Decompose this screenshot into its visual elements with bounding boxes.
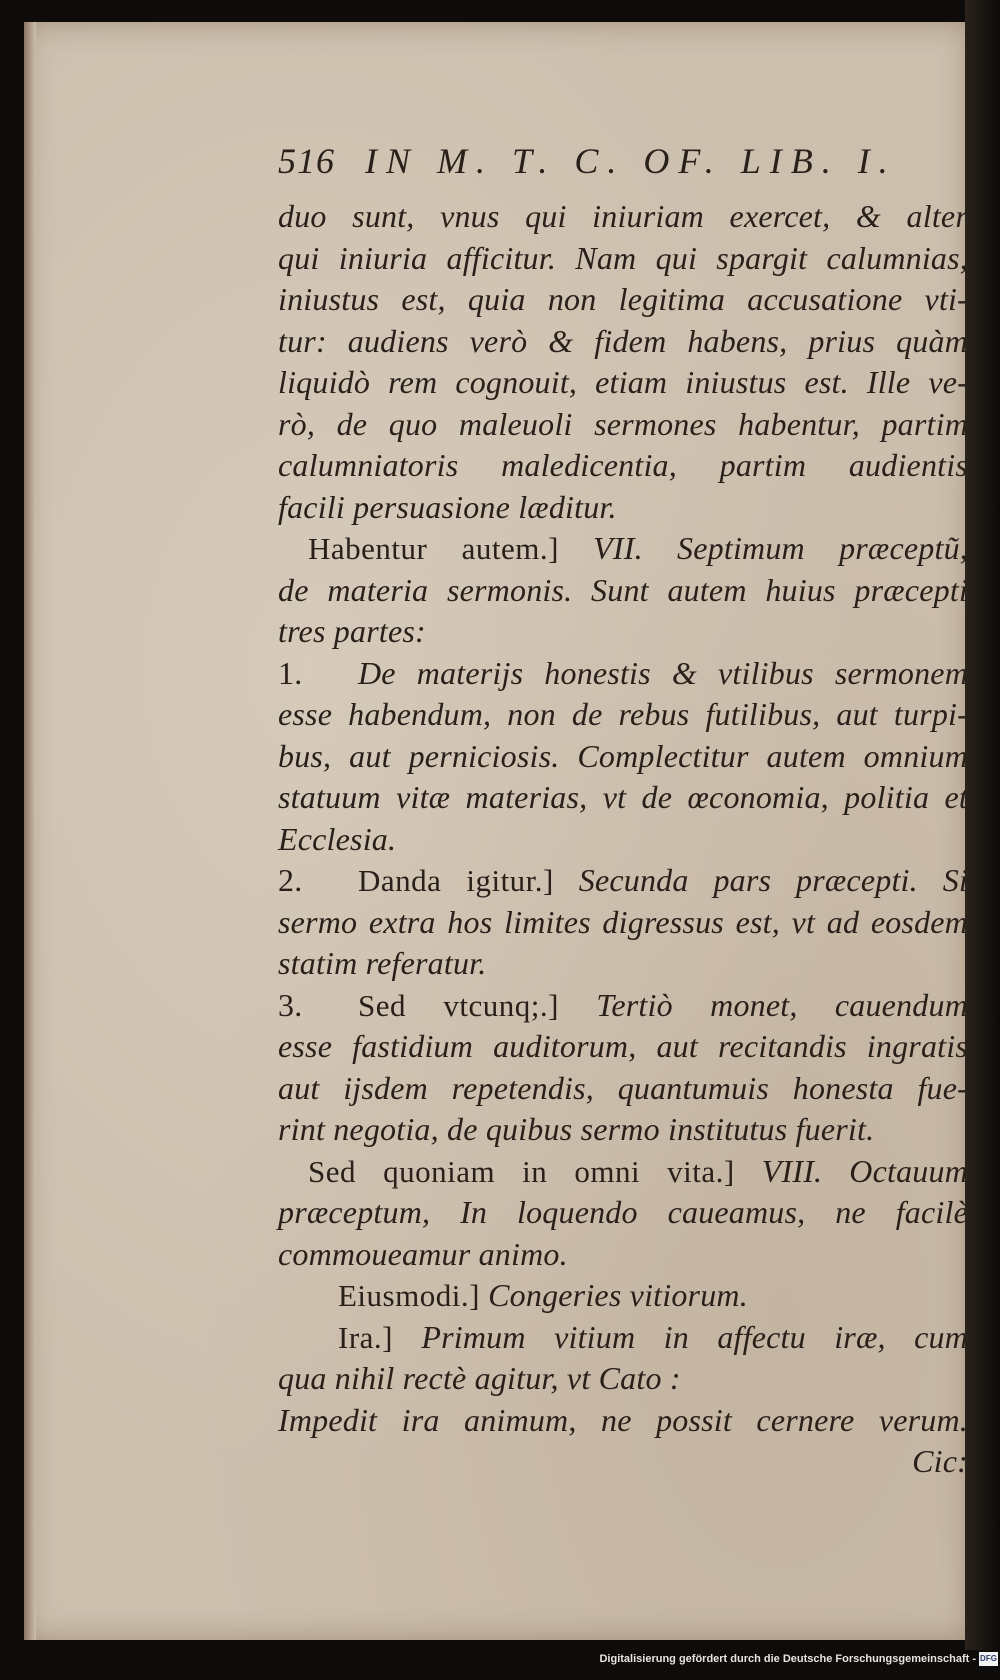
lemma: Sed vtcunq;.] bbox=[358, 987, 559, 1023]
text-line: facili persuasione læditur. bbox=[278, 488, 617, 525]
lemma: Danda igitur.] bbox=[358, 863, 554, 898]
lemma: Sed quoniam in omni vita.] bbox=[308, 1153, 735, 1189]
list-item-2 bbox=[278, 860, 968, 902]
text-line: tur: audiens verò & fidem habens, prius quàm bbox=[278, 322, 968, 359]
text-line: tres partes: bbox=[278, 613, 426, 649]
gloss: VII. Septimum præceptũ, bbox=[558, 530, 968, 566]
text-line: liquidò rem cognouit, etiam iniustus est. Ille ve- bbox=[278, 364, 968, 400]
page-number: 516 bbox=[278, 141, 335, 181]
verse-quotation: Impedit ira animum, ne possit cernere verum. bbox=[278, 1401, 968, 1438]
page-text bbox=[278, 140, 968, 1483]
text-line: esse habendum, non de rebus futilibus, aut turpi- bbox=[278, 696, 968, 732]
item-text: Secunda pars præcepti. Si bbox=[553, 862, 968, 898]
text-line: rint negotia, de quibus sermo institutus fuerit. bbox=[278, 1111, 875, 1147]
text-line: aut ijsdem repetendis, quantumuis honesta fue- bbox=[278, 1069, 968, 1106]
precept-7-heading bbox=[278, 528, 968, 570]
text-line: iniustus est, quia non legitima accusatione vti- bbox=[278, 281, 968, 317]
book-edge bbox=[965, 0, 1000, 1650]
lemma: Ira.] bbox=[338, 1319, 393, 1355]
page-gutter-shadow bbox=[24, 22, 36, 1640]
digitization-credit: Digitalisierung gefördert durch die Deutsche Forschungsgemeinschaft - bbox=[599, 1653, 976, 1665]
lemma: Habentur autem.] bbox=[308, 531, 559, 566]
text-line: statim referatur. bbox=[278, 945, 487, 981]
dfg-logo: DFG bbox=[979, 1652, 998, 1666]
text-line: qua nihil rectè agitur, vt Cato : bbox=[278, 1360, 681, 1396]
catchword: Cic: bbox=[912, 1443, 968, 1479]
running-header bbox=[278, 140, 968, 182]
text-line: esse fastidium auditorum, aut recitandis ingratis bbox=[278, 1028, 968, 1064]
text-line: bus, aut perniciosis. Complectitur autem omnium bbox=[278, 737, 968, 774]
eiusmodi-line bbox=[278, 1275, 968, 1317]
list-item-1 bbox=[278, 653, 968, 695]
text-line: statuum vitæ materias, vt de œconomia, politia et bbox=[278, 779, 968, 815]
item-text: Tertiò monet, cauendum bbox=[558, 986, 968, 1023]
item-text: De materijs honestis & vtilibus sermonem bbox=[358, 654, 968, 691]
gloss: Congeries vitiorum. bbox=[479, 1277, 748, 1313]
text-line: præceptum, In loquendo caueamus, ne facilè bbox=[278, 1194, 968, 1230]
item-number: 2. bbox=[278, 862, 303, 898]
gloss: Primum vitium in affectu iræ, cum bbox=[392, 1318, 968, 1355]
precept-8-heading bbox=[278, 1151, 968, 1193]
text-line: qui iniuria afficitur. Nam qui spargit calumnias, bbox=[278, 239, 968, 276]
lemma: Eiusmodi.] bbox=[338, 1278, 480, 1313]
text-line: duo sunt, vnus qui iniuriam exercet, & alter bbox=[278, 198, 968, 234]
text-line: commoueamur animo. bbox=[278, 1235, 568, 1272]
running-title: IN M. T. C. OF. LIB. I. bbox=[365, 141, 897, 181]
text-line: rò, de quo maleuoli sermones habentur, partim bbox=[278, 405, 968, 442]
text-line: calumniatoris maledicentia, partim audientis bbox=[278, 447, 968, 483]
text-line: sermo extra hos limites digressus est, vt ad eosdem bbox=[278, 903, 968, 940]
ira-line bbox=[278, 1317, 968, 1359]
item-number: 1. bbox=[278, 654, 303, 691]
gloss: VIII. Octauum bbox=[734, 1152, 968, 1189]
item-number: 3. bbox=[278, 986, 303, 1023]
text-line: Ecclesia. bbox=[278, 820, 397, 857]
list-item-3 bbox=[278, 985, 968, 1027]
text-line: de materia sermonis. Sunt autem huius præcepti bbox=[278, 571, 968, 608]
